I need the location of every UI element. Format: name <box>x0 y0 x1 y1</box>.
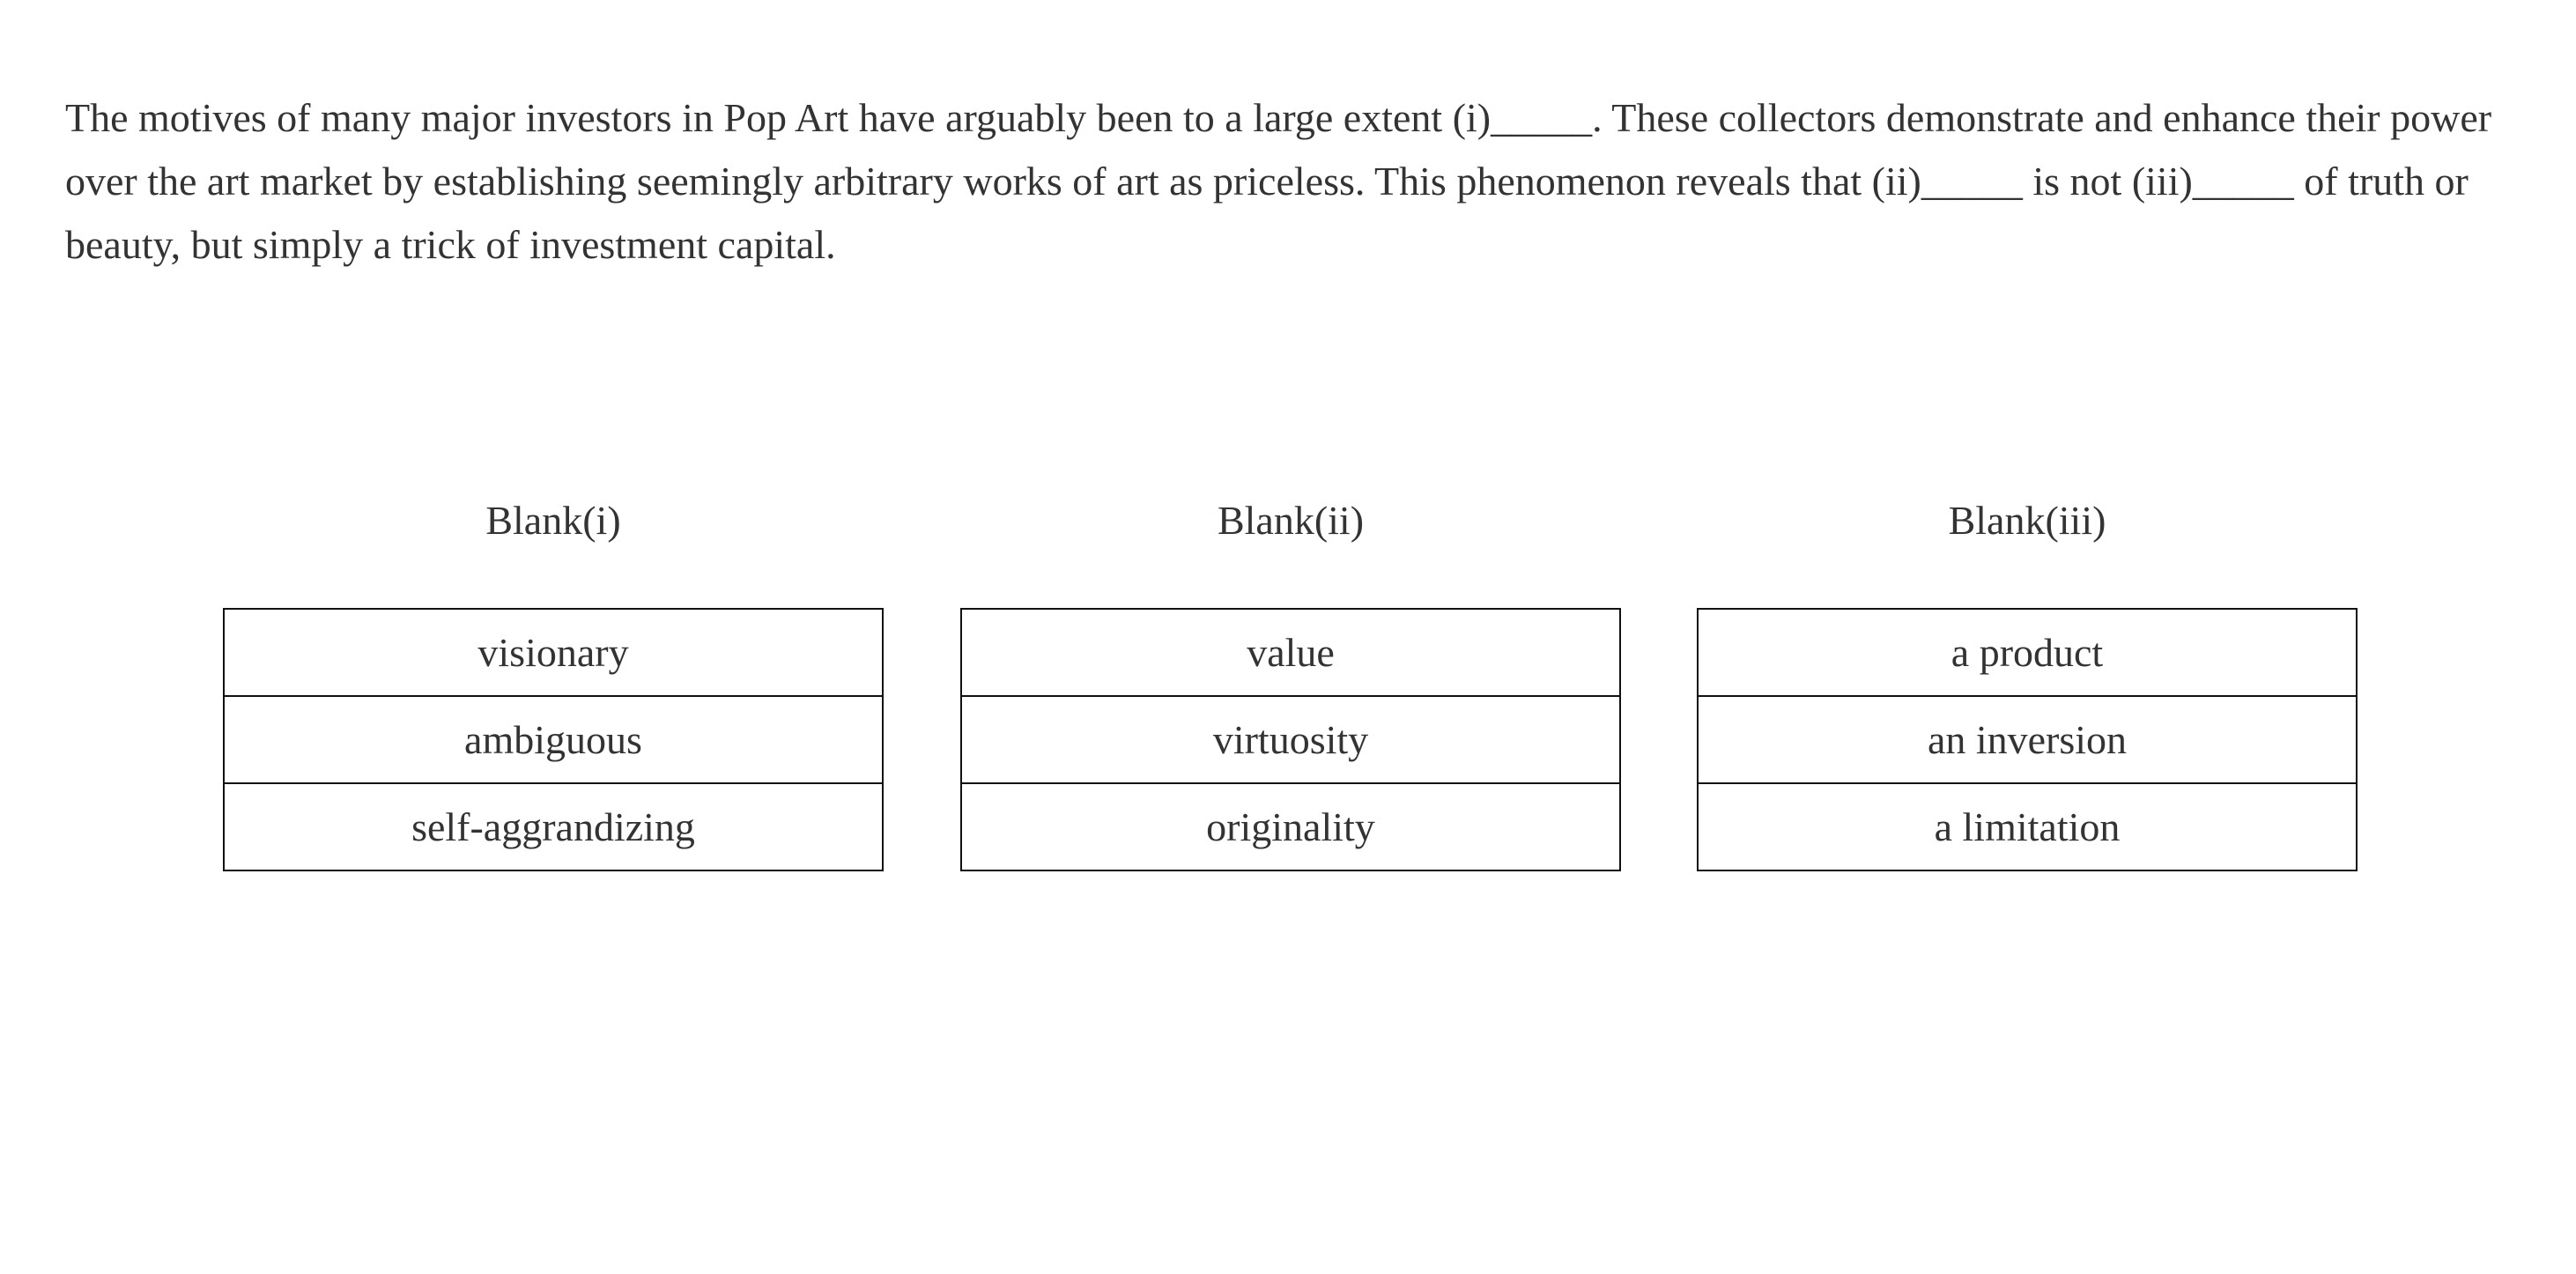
blank-iii-choices <box>1697 608 2358 871</box>
blank-ii-choices <box>960 608 1621 871</box>
choice-visionary[interactable]: visionary <box>477 630 629 675</box>
question-passage: The motives of many major investors in Pop Art have arguably been to a large extent (i)_____. These collectors demonstrate and enhance their power over the art market by establishing seemingly arbitrary works of art as priceless. This phenomenon reveals that (ii)_____ is not (iii)_____ of truth or beauty, but simply a trick of investment capital. <box>65 95 2492 267</box>
blank-ii-heading: Blank(ii) <box>1217 498 1365 543</box>
choice-self-aggrandizing[interactable]: self-aggrandizing <box>225 782 882 870</box>
choice-a-product[interactable]: a product <box>1951 630 2104 675</box>
blank-iii-heading: Blank(iii) <box>1948 498 2106 543</box>
choice-an-inversion[interactable]: an inversion <box>1699 695 2356 782</box>
choice-virtuosity[interactable]: virtuosity <box>962 695 1619 782</box>
blank-i-column <box>223 489 884 849</box>
blank-ii-column <box>960 489 1621 849</box>
blank-i-heading: Blank(i) <box>485 498 621 543</box>
choice-originality[interactable]: originality <box>962 782 1619 870</box>
choice-value[interactable]: value <box>1247 630 1335 675</box>
blank-iii-column <box>1697 489 2358 849</box>
choice-a-limitation[interactable]: a limitation <box>1699 782 2356 870</box>
blank-i-choices <box>223 608 884 871</box>
choice-ambiguous[interactable]: ambiguous <box>225 695 882 782</box>
